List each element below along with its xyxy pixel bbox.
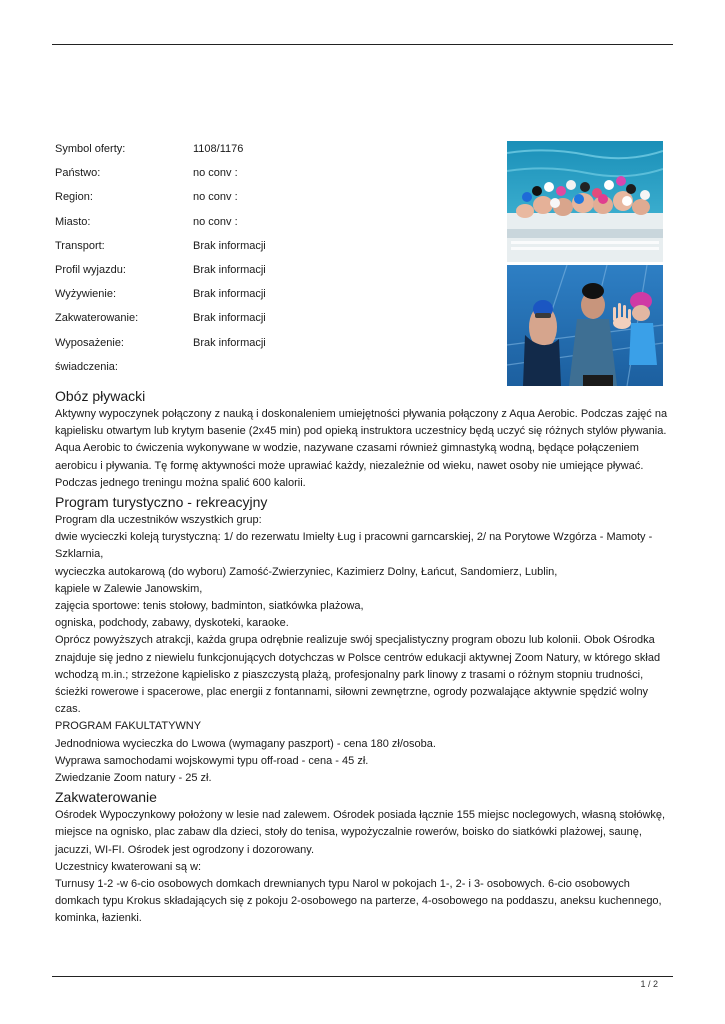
text-line: kąpielisku otwartym lub krytym basenie (2x45 min) pod opieką instruktora uczestnicy będą uczyć się różnych stylów pływania. xyxy=(55,425,667,438)
text-line: znajduje się jedno z niewielu funkcjonujących dotychczas w Polsce centrów edukacji aktywnej Zoom Natury, w którego skład xyxy=(55,651,661,664)
text-line: miejsce na ognisko, plac zabaw dla dzieci, stoły do tenisa, wypożyczalnie rowerów, boisko do siatkówki plażowej, saunę, xyxy=(55,826,642,839)
info-value: Brak informacji xyxy=(193,288,266,301)
text-line: ogniska, podchody, zabawy, dyskoteki, karaoke. xyxy=(55,617,289,630)
text-line: czas. xyxy=(55,703,81,716)
text-line: aerobicu i pływania. Tę formę aktywności może uprawiać każdy, niezależnie od wieku, nawet osoby nie umiejące pływać. xyxy=(55,459,644,472)
text-line: jacuzzi, WI-FI. Ośrodek jest ogrodzony i dozorowany. xyxy=(55,843,315,856)
info-value: no conv : xyxy=(193,167,238,180)
text-line: wycieczka autokarową (do wyboru) Zamość-Zwierzyniec, Kazimierz Dolny, Łańcut, Sandomierz, Lublin, xyxy=(55,565,558,578)
info-row xyxy=(55,216,475,240)
info-value: no conv : xyxy=(193,215,238,228)
text-line: zajęcia sportowe: tenis stołowy, badminton, siatkówka plażowa, xyxy=(55,600,364,613)
text-line: ścieżki rowerowe i spacerowe, plac energii z fontannami, siłowni zewnętrzne, ogrody pozwalające aktywnie spędzić wolny xyxy=(55,686,649,699)
text-line: Aktywny wypoczynek połączony z nauką i doskonaleniem umiejętności pływania połączony z Aqua Aerobic. Podczas zajęć na xyxy=(55,408,668,420)
info-value: Brak informacji xyxy=(193,239,266,252)
info-label: Wyposażenie: xyxy=(55,336,124,349)
info-row xyxy=(55,361,475,385)
section-heading: Zakwaterowanie xyxy=(55,789,157,806)
info-label: Miasto: xyxy=(55,215,91,228)
text-line: Aqua Aerobic to ćwiczenia wykonywane w wodzie, nazywane czasami również gimnastyką wodną, będące połączeniem xyxy=(55,442,639,455)
text-line: wchodzą m.in.; strzeżone kąpielisko z piaszczystą plażą, profesjonalny park linowy z trasami o różnym stopniu trudności, xyxy=(55,668,644,681)
info-value: Brak informacji xyxy=(193,263,266,276)
section-heading: Obóz pływacki xyxy=(55,388,146,404)
text-line: kąpiele w Zalewie Janowskim, xyxy=(55,582,203,595)
offer-info-table xyxy=(55,143,475,385)
info-value: 1108/1176 xyxy=(193,143,244,155)
text-line: PROGRAM FAKULTATYWNY xyxy=(55,720,202,733)
text-line: kominka, łazienki. xyxy=(55,912,142,925)
page-number: 1 / 2 xyxy=(640,979,658,989)
info-label: Symbol oferty: xyxy=(55,143,126,155)
section-heading: Program turystyczno - rekreacyjny xyxy=(55,494,268,511)
info-value: no conv : xyxy=(193,191,238,204)
text-line: Turnusy 1-2 -w 6-cio osobowych domkach drewnianych typu Narol w pokojach 1-, 2- i 3- osobowych. 6-cio osobowych xyxy=(55,878,630,891)
text-line: Uczestnicy kwaterowani są w: xyxy=(55,860,202,873)
text-line: Szklarnia, xyxy=(55,548,104,561)
info-value: Brak informacji xyxy=(193,336,266,349)
info-row xyxy=(55,264,475,288)
info-label: Profil wyjazdu: xyxy=(55,263,126,276)
footer-rule xyxy=(52,976,673,977)
info-row xyxy=(55,288,475,312)
info-label: Państwo: xyxy=(55,167,101,180)
info-label: Zakwaterowanie: xyxy=(55,312,139,325)
text-line: Zwiedzanie Zoom natury - 25 zł. xyxy=(55,772,212,785)
header-rule xyxy=(52,44,673,45)
info-row xyxy=(55,143,475,167)
info-row xyxy=(55,337,475,361)
info-value: Brak informacji xyxy=(193,312,266,325)
info-row xyxy=(55,191,475,215)
text-line: Wyprawa samochodami wojskowymi typu off-road - cena - 45 zł. xyxy=(55,754,369,767)
text-line: Program dla uczestników wszystkich grup: xyxy=(55,514,262,527)
text-line: Jednodniowa wycieczka do Lwowa (wymagany paszport) - cena 180 zł/osoba. xyxy=(55,737,436,750)
text-line: Podczas jednego treningu można spalić 600 kalorii. xyxy=(55,476,306,489)
underwater-photo xyxy=(507,265,663,386)
info-row xyxy=(55,240,475,264)
text-line: dwie wycieczki koleją turystyczną: 1/ do rezerwatu Imielty Ług i pracowni garncarskiej, 2/ na Porytowe Wzgórza - Mamoty - xyxy=(55,531,653,544)
info-label: Region: xyxy=(55,191,93,204)
info-label: Wyżywienie: xyxy=(55,288,117,301)
main-content xyxy=(55,386,675,928)
info-label: świadczenia: xyxy=(55,360,118,373)
text-line: domkach typu Krokus składających się z pokoju 2-osobowego na parterze, 4-osobowego na poddaszu, aneksu kuchennego, xyxy=(55,895,662,908)
info-row xyxy=(55,167,475,191)
pool-group-photo xyxy=(507,141,663,262)
info-label: Transport: xyxy=(55,239,105,252)
text-line: Oprócz powyższych atrakcji, każda grupa odrębnie realizuje swój specjalistyczny program obozu lub kolonii. Obok Ośrodka xyxy=(55,634,655,647)
info-row xyxy=(55,312,475,336)
text-line: Ośrodek Wypoczynkowy położony w lesie nad zalewem. Ośrodek posiada łącznie 155 miejsc noclegowych, własną stołówkę, xyxy=(55,809,666,822)
